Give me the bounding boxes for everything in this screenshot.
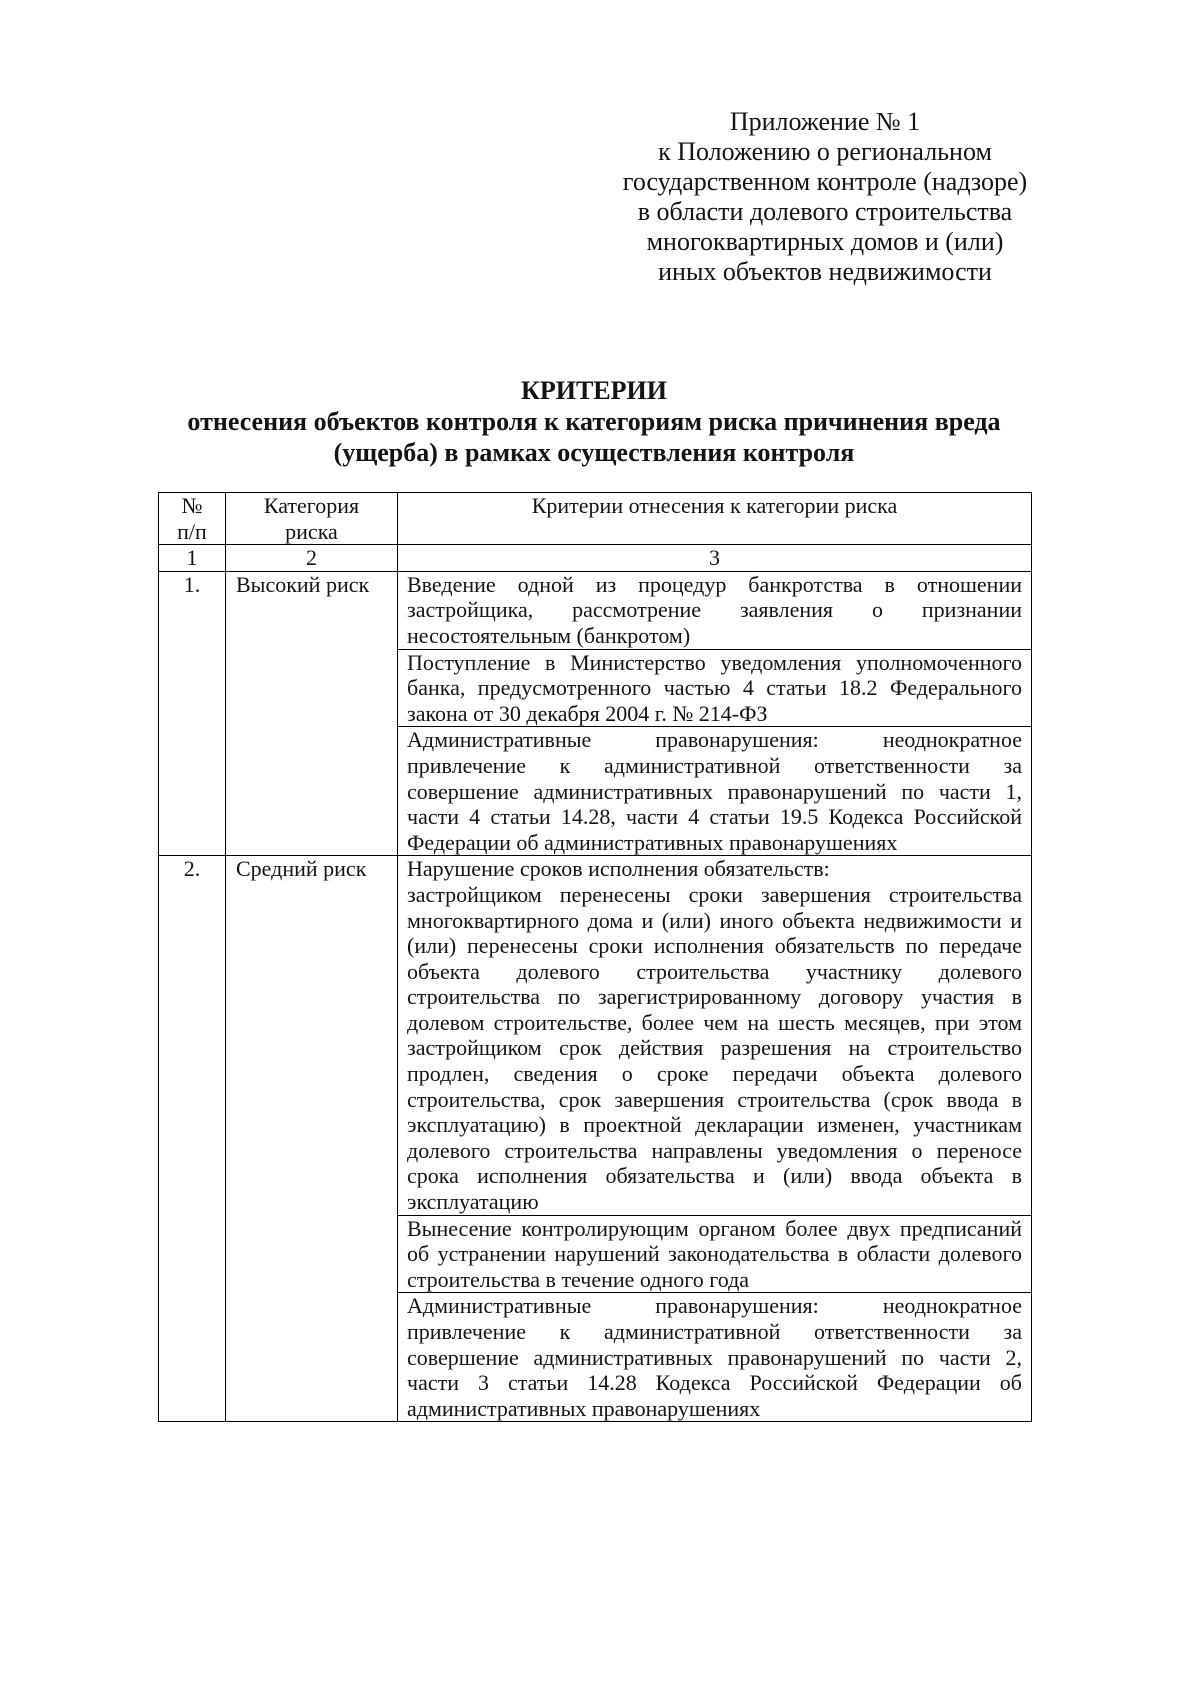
criteria-line: Поступление в Министерство уведомления уполномоченного [407,649,1022,675]
criteria-line: банка, предусмотренного частью 4 статьи 18.2 Федерального [407,675,1022,701]
criteria-line: застройщиком перенесены сроки завершения строительства [407,881,1022,907]
criteria-cell [398,571,1032,649]
risk-criteria-table [158,492,1032,1422]
criteria-line: Административные правонарушения: неоднократное [407,1293,1022,1319]
criteria-line: долевого строительства направлены уведомления о переносе [407,1137,1022,1163]
criteria-line: застройщиком срок действия разрешения на строительство [407,1035,1022,1061]
criteria-line: эксплуатацию [407,1189,539,1215]
criteria-line: закона от 30 декабря 2004 г. № 214-ФЗ [407,700,768,726]
criteria-line: застройщика, рассмотрение заявления о признании [407,597,1022,623]
index-cell: 1 [159,545,226,572]
criteria-cell [398,1293,1032,1422]
row-number-cell: 2. [159,856,226,1422]
header-criteria-label: Критерии отнесения к категории риска [531,493,898,518]
title-heading: КРИТЕРИИ [521,376,667,405]
criteria-line: срока исполнения обязательства и (или) ввода объекта в [407,1163,1022,1189]
criteria-line: (или) перенесены сроки исполнения обязательств по передаче [407,933,1022,959]
risk-category-cell: Высокий риск [226,571,398,856]
appendix-line: в области долевого строительства [637,197,1013,226]
criteria-line: эксплуатацию) в проектной декларации изменен, участникам [407,1112,1022,1138]
table-body [159,571,1032,1422]
header-number-line: п/п [177,518,207,544]
criteria-paragraph [407,727,1022,855]
criteria-cell [398,727,1032,856]
criteria-cell [398,856,1032,1215]
criteria-paragraph [407,1293,1022,1421]
criteria-paragraph [407,1216,1022,1293]
criteria-line: Административные правонарушения: неоднократное [407,727,1022,753]
criteria-line: привлечение к административной ответственности за [407,1319,1022,1344]
criteria-paragraph [407,882,1022,1215]
criteria-line: административных правонарушениях [407,1395,761,1421]
table-row [159,571,1032,649]
risk-category-cell: Средний риск [226,856,398,1422]
appendix-line: Приложение № 1 [729,107,921,136]
criteria-line: Федерации об административных правонарушениях [407,829,898,855]
criteria-line: продлен, сведения о сроке передачи объекта долевого [407,1061,1022,1087]
table-index-row [159,545,1032,572]
header-criteria-cell [398,493,1032,545]
header-number-line: № [181,493,203,518]
row-number-cell: 1. [159,571,226,856]
appendix-line: государственном контроле (надзоре) [622,167,1028,196]
criteria-line: Нарушение сроков исполнения обязательств: [407,856,830,882]
appendix-line: многоквартирных домов и (или) [646,227,1004,256]
criteria-paragraph [407,650,1022,727]
appendix-line: иных объектов недвижимости [658,257,992,286]
criteria-line: строительства, срок завершения строительства (срок ввода в [407,1086,1022,1112]
criteria-line: совершение административных правонарушений по части 2, [407,1344,1022,1370]
table-row [159,856,1032,1215]
criteria-line: строительства по зарегистрированному договору участия в [407,984,1022,1010]
index-cell: 3 [398,545,1032,572]
header-category-line: Категория [263,493,360,518]
appendix-header [610,107,1040,287]
header-category-cell [226,493,398,545]
criteria-line: строительства в течение одного года [407,1266,750,1292]
criteria-line: многоквартирного дома и (или) иного объекта недвижимости и [407,907,1022,933]
header-category-line: риска [285,518,338,544]
criteria-line: части 3 статьи 14.28 Кодекса Российской Федерации об [407,1370,1022,1396]
criteria-line: совершение административных правонарушений по части 1, [407,778,1022,804]
criteria-cell [398,1215,1032,1293]
criteria-line: Введение одной из процедур банкротства в отношении [407,571,1022,597]
criteria-line: несостоятельным (банкротом) [407,622,691,648]
criteria-line: об устранении нарушений законодательства в области долевого [407,1241,1022,1267]
criteria-line: Вынесение контролирующим органом более двух предписаний [407,1215,1022,1241]
criteria-paragraph [407,856,1022,882]
appendix-line: к Положению о региональном [658,137,992,166]
criteria-cell [398,649,1032,727]
criteria-line: долевом строительстве, более чем на шесть месяцев, при этом [407,1009,1022,1035]
document-title [158,375,1030,468]
criteria-line: привлечение к административной ответственности за [407,752,1022,778]
criteria-line: объекта долевого строительства участнику долевого [407,958,1022,984]
title-line: отнесения объектов контроля к категориям риска причинения вреда [187,407,1001,436]
header-number-cell [159,493,226,545]
criteria-line: части 4 статьи 14.28, части 4 статьи 19.5 Кодекса Российской [407,804,1022,830]
criteria-paragraph [407,572,1022,649]
index-cell: 2 [226,545,398,572]
table-header-row [159,493,1032,545]
title-line: (ущерба) в рамках осуществления контроля [333,438,855,467]
